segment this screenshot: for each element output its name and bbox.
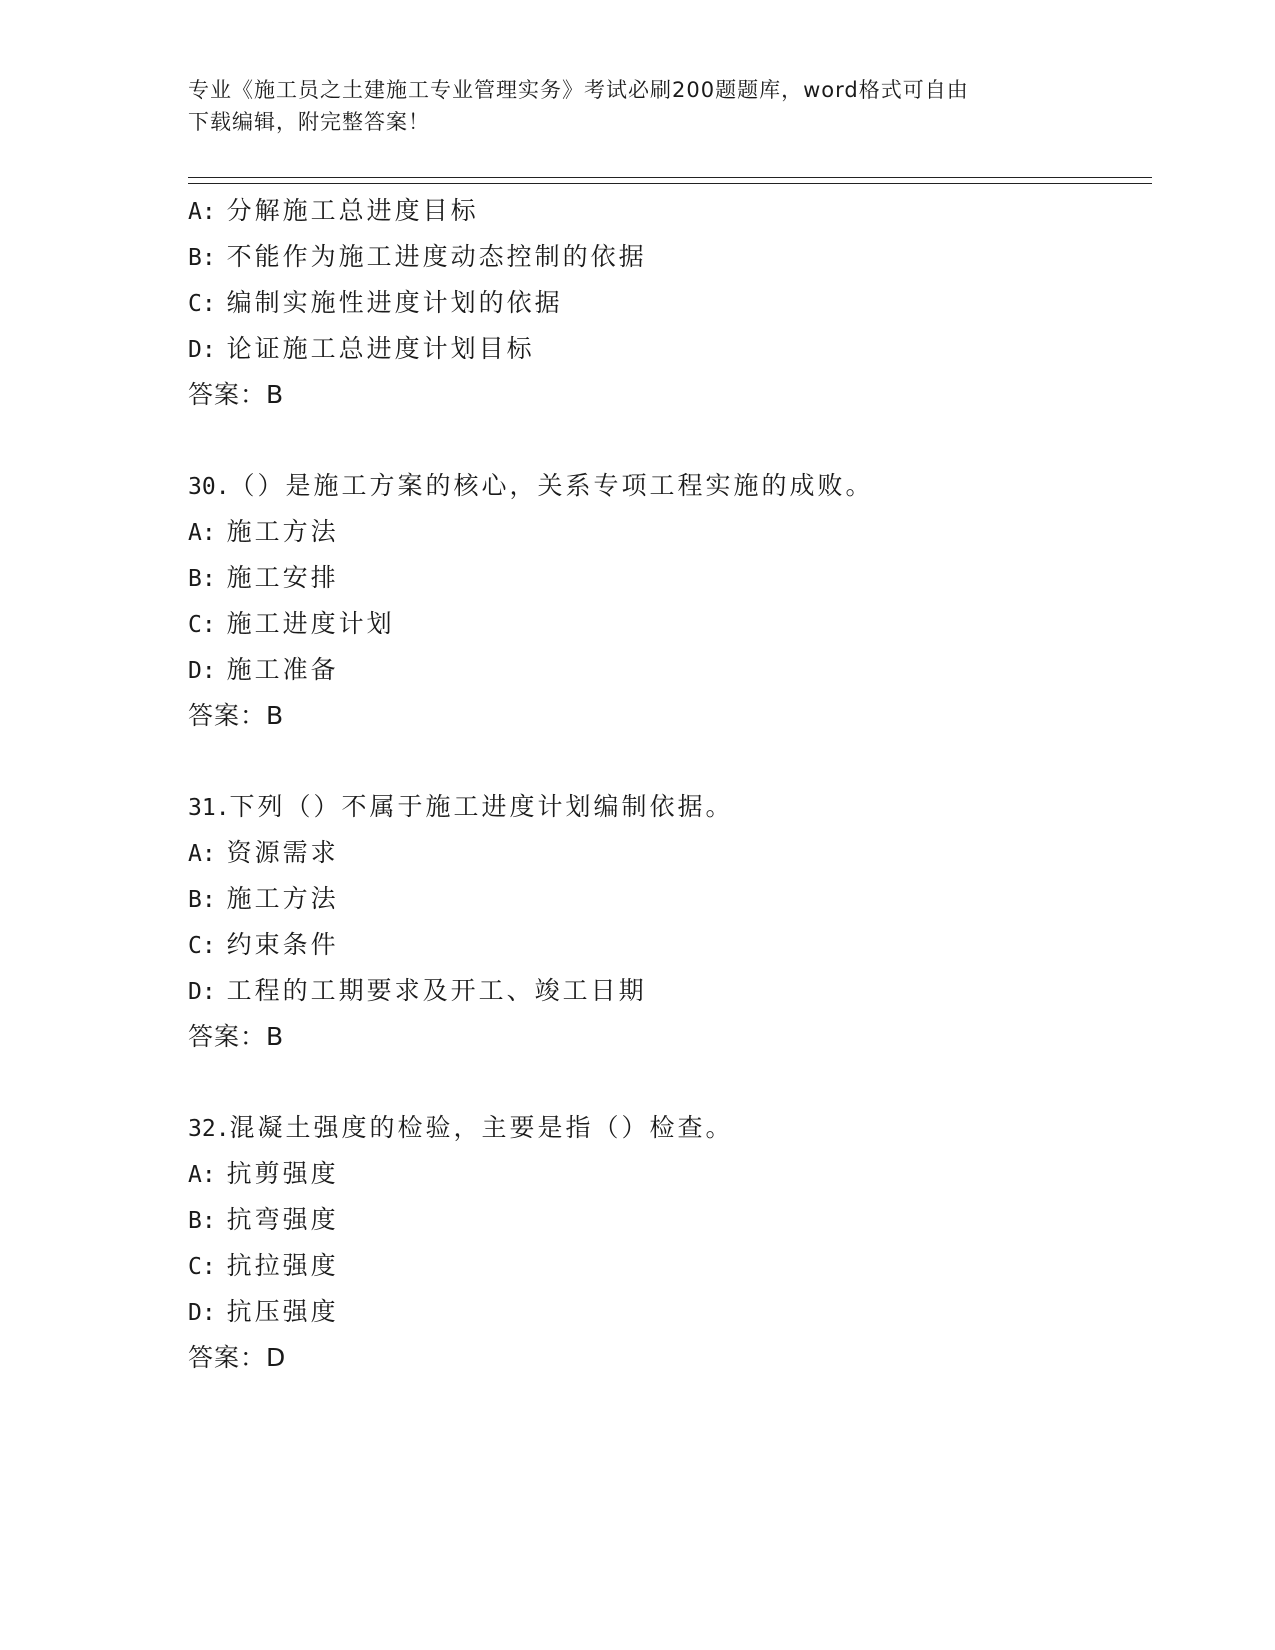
option-text: 施工方法 (226, 517, 339, 546)
option-text: 抗压强度 (226, 1297, 339, 1326)
option-text: 抗拉强度 (226, 1251, 339, 1280)
option-prefix: D: (188, 1300, 216, 1326)
option-prefix: A: (188, 199, 216, 225)
option-text: 施工安排 (226, 563, 339, 592)
option-text: 论证施工总进度计划目标 (226, 334, 535, 363)
header-line-1: 专业《施工员之土建施工专业管理实务》考试必刷200题题库，word格式可自由 (188, 78, 969, 102)
option-prefix: D: (188, 337, 216, 363)
question-number: 30. (188, 474, 230, 500)
option-d (188, 968, 1148, 1014)
option-text: 施工进度计划 (226, 609, 395, 638)
option-c (188, 601, 1148, 647)
header-line-2: 下载编辑，附完整答案！ (188, 110, 430, 134)
option-prefix: C: (188, 933, 216, 959)
question-list (188, 188, 1148, 1381)
question-stem (188, 463, 1148, 509)
question-30 (188, 463, 1148, 739)
option-prefix: C: (188, 291, 216, 317)
option-c (188, 1243, 1148, 1289)
option-text: 抗剪强度 (226, 1159, 339, 1188)
option-a (188, 830, 1148, 876)
option-a (188, 509, 1148, 555)
answer: 答案：D (188, 1343, 287, 1372)
option-prefix: B: (188, 1208, 216, 1234)
option-prefix: D: (188, 658, 216, 684)
question-text: 混凝土强度的检验，主要是指（）检查。 (229, 1113, 734, 1142)
question-stem (188, 784, 1148, 830)
option-text: 编制实施性进度计划的依据 (226, 288, 563, 317)
option-prefix: A: (188, 841, 216, 867)
header-divider-bottom (188, 183, 1152, 184)
question-stem (188, 1105, 1148, 1151)
question-31 (188, 784, 1148, 1060)
option-prefix: C: (188, 612, 216, 638)
option-text: 资源需求 (226, 838, 339, 867)
option-text: 不能作为施工进度动态控制的依据 (226, 242, 647, 271)
option-d (188, 326, 1148, 372)
option-c (188, 922, 1148, 968)
option-b (188, 555, 1148, 601)
option-prefix: A: (188, 520, 216, 546)
option-a (188, 188, 1148, 234)
option-text: 约束条件 (226, 930, 339, 959)
answer: 答案：B (188, 380, 285, 409)
option-a (188, 1151, 1148, 1197)
question-text: 下列（）不属于施工进度计划编制依据。 (229, 792, 734, 821)
option-text: 抗弯强度 (226, 1205, 339, 1234)
option-d (188, 1289, 1148, 1335)
option-b (188, 1197, 1148, 1243)
spacer (188, 418, 1148, 463)
question-number: 31. (188, 795, 230, 821)
option-c (188, 280, 1148, 326)
option-prefix: B: (188, 887, 216, 913)
spacer (188, 739, 1148, 784)
option-prefix: B: (188, 566, 216, 592)
option-prefix: B: (188, 245, 216, 271)
option-prefix: D: (188, 979, 216, 1005)
option-text: 施工准备 (226, 655, 339, 684)
spacer (188, 1060, 1148, 1105)
option-text: 分解施工总进度目标 (226, 196, 479, 225)
question-32 (188, 1105, 1148, 1381)
answer: 答案：B (188, 701, 285, 730)
option-d (188, 647, 1148, 693)
question-29-continued (188, 188, 1148, 418)
option-b (188, 234, 1148, 280)
question-number: 32. (188, 1116, 230, 1142)
option-text: 工程的工期要求及开工、竣工日期 (226, 976, 647, 1005)
document-header (188, 74, 1068, 138)
answer: 答案：B (188, 1022, 285, 1051)
option-prefix: A: (188, 1162, 216, 1188)
question-text: （）是施工方案的核心，关系专项工程实施的成败。 (229, 471, 874, 500)
option-b (188, 876, 1148, 922)
header-divider-top (188, 177, 1152, 178)
option-prefix: C: (188, 1254, 216, 1280)
option-text: 施工方法 (226, 884, 339, 913)
